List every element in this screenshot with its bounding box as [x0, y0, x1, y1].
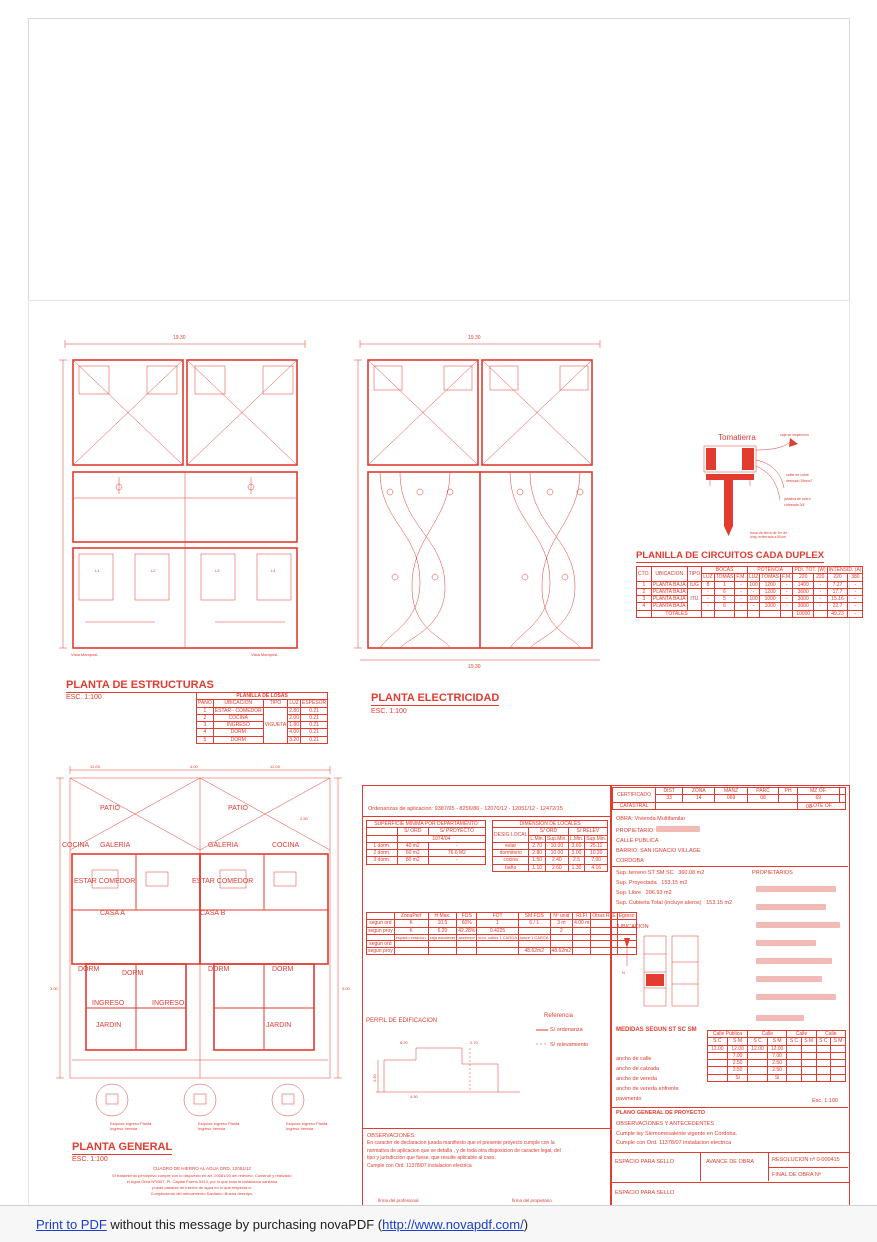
- table-row: 2.50 2.50: [704, 1060, 846, 1067]
- room-label-casa-a: CASA A: [100, 910, 125, 917]
- observaciones-title: OBSERVACIONES:: [367, 1133, 416, 1139]
- ground-rod-detail: [690, 430, 813, 540]
- room-label-dorm-2: DORM: [122, 970, 144, 977]
- electricity-plan-title: PLANTA ELECTRICIDAD: [371, 692, 500, 704]
- city-label: CORDOBA: [616, 858, 644, 864]
- svg-text:19.30: 19.30: [468, 664, 481, 670]
- room-label-patio-right: PATIO: [228, 805, 248, 812]
- structures-plan-scale: ESC. 1:100: [66, 694, 102, 701]
- svg-text:19.30: 19.30: [468, 335, 481, 341]
- sup-row-1: Sup. Proyectada 153.15 m2: [616, 880, 688, 886]
- perfil-title: PERFIL DE EDIFICACION: [366, 1018, 438, 1024]
- table-row: 1 PLANTA BAJA IUG 8 1 - 100 1200 - 1400 - 7.27 -: [637, 581, 863, 588]
- room-label-casa-b: CASA B: [200, 910, 226, 917]
- room-label-dorm-4: DORM: [272, 966, 294, 973]
- svg-text:toma de tierra de 1m de: toma de tierra de 1m de: [750, 531, 788, 535]
- table-row: 5 DORM 3.20 0.21: [197, 736, 328, 743]
- redaction-bar: [756, 958, 832, 964]
- losas-title: PLANILLA DE LOSAS: [197, 693, 328, 700]
- table-row: 2.50 2.50: [704, 1067, 846, 1074]
- referencia-title: Referencia: [544, 1013, 574, 1019]
- footer-end-text: ): [523, 1216, 529, 1232]
- svg-text:Esquina Ingreso Planta: Esquina Ingreso Planta: [110, 1121, 152, 1126]
- referencia-1: S/ ordenanza: [550, 1027, 583, 1033]
- plano-line-2: Cumple con Ord. 11378/07 instalacion electrica: [616, 1140, 732, 1146]
- propietarios-label: PROPIETARIOS: [752, 870, 793, 876]
- circuitos-title: PLANILLA DE CIRCUITOS CADA DUPLEX: [636, 550, 825, 561]
- ubicacion-mini-map: [616, 932, 736, 1012]
- medidas-row-label-1: ancho de calzada: [616, 1066, 660, 1072]
- observaciones-divider: [362, 1128, 610, 1129]
- circuitos-table: CTO. UBICACION TIPO BOCAS POTENCIA PDI. TOT. (W) INTENSID. (A) LUZ TOMAS F.M. LUZ TOMAS F.M. 220 220 220 380 1 PLANTA BAJA IUG 8 1 - 100 1200 - 1400 - 7.27 - 2 PLANTA BAJA ITU - 6 - - 1200 - 3600 - 17.7 - 3 PLANTA BAJA - 5 - 100 1000 - 3000 - 15.16 - 4 PLANTA BAJA - 6 - - 1000 - 3000 - 22.7 - TOTALES 10000 49.23 -: [638, 567, 862, 617]
- svg-text:L2: L2: [151, 568, 156, 573]
- table-row: 12.00 12.00 12.00 12.00: [704, 1045, 846, 1052]
- table-row: cocina 1.50 2.40 2.5 7.00: [493, 857, 608, 864]
- referencia-legend-lines: [536, 1026, 550, 1052]
- observaciones-block: OBSERVACIONES: En caracter de declaracion jurada manifiesto que el presente proyecto cumple con la normativa de aplicacion que se detalla , y de toda otra disposicion de caracter legal, del tipo y jurisdiccion que fuese, que resulte aplicable al caso. Cumple con Ord. 11378/07 instalacion electrica: [367, 1132, 607, 1170]
- room-label-galeria-left: GALERIA: [100, 842, 131, 849]
- structures-plan-drawing: [55, 322, 325, 672]
- svg-text:3.00: 3.00: [342, 986, 350, 991]
- svg-text:Vista Mampost.: Vista Mampost.: [71, 652, 99, 657]
- svg-text:Esquina Ingreso Planta: Esquina Ingreso Planta: [286, 1121, 328, 1126]
- svg-text:3.00: 3.00: [50, 986, 58, 991]
- footer-mid-text: without this message by purchasing novaPDF (: [106, 1216, 383, 1232]
- novapdf-url-link[interactable]: http://www.novapdf.com/: [382, 1216, 524, 1232]
- svg-text:Ingreso Vereda: Ingreso Vereda: [198, 1126, 226, 1131]
- propietarios-redactions: [756, 882, 842, 1026]
- sello-block-divider-v1: [700, 1152, 701, 1181]
- svg-text:cobreada 3/4": cobreada 3/4": [784, 503, 806, 507]
- table-row: segun ord K 10.5 60% 1 6 / 1 3 m 4.00 m: [367, 920, 637, 927]
- svg-text:12.00: 12.00: [270, 764, 281, 769]
- ordenanzas-row: Ordenanzas de aplicacion: 9387/95 - 8256/86 - 12070/12 - 12051/12 - 12472/15: [368, 806, 563, 812]
- losas-table: [196, 692, 328, 744]
- table-row: espacio estacion. caja escaleras ascensor sum. calles 1 CARGA sobre 1 CARGA: [367, 934, 637, 940]
- losas-h0: PAÑO: [198, 700, 212, 707]
- table-row: segun proy K 6.20 42.28% 0.4225 2: [367, 927, 637, 934]
- table-row: 3 PLANTA BAJA - 5 - 100 1000 - 3000 - 15.16 -: [637, 596, 863, 603]
- medidas-scale: Esc. 1:100: [812, 1098, 838, 1104]
- medidas-row-label-2: ancho de vereda: [616, 1076, 657, 1082]
- electricity-plan-scale: ESC. 1:100: [371, 708, 407, 715]
- lote-of-value: 08: [806, 804, 813, 810]
- svg-text:2.50: 2.50: [372, 1074, 377, 1082]
- superficie-minima-table: SUPERFICIE MINIMA POR DEPARTAMENTO S/ ORD S/ PROYECTO 1074/04 1 dorm. 40 m2 - 2 dorm. 60 m2 76.6 M2 3 dorm. 80 m2 -: [366, 820, 486, 865]
- svg-text:Vista Mampost.: Vista Mampost.: [251, 652, 279, 657]
- room-label-estar-left: ESTAR COMEDOR: [74, 878, 136, 885]
- room-label-cocina-left: COCINA: [62, 842, 90, 849]
- losas-h2: TIPO: [263, 700, 288, 707]
- room-label-galeria-right: GALERIA: [208, 842, 239, 849]
- final-obra-label: FINAL DE OBRA Nº: [772, 1172, 821, 1178]
- table-row-totals: TOTALES 10000 49.23 -: [637, 610, 863, 617]
- barrio-row: BARRIO: SAN IGNACIO VILLAGE: [616, 848, 701, 854]
- propietario-row: PROPIETARIO:: [616, 826, 700, 836]
- obs-antecedentes-label: OBSERVACIONES Y ANTECEDENTES: [616, 1121, 715, 1127]
- svg-text:L3: L3: [215, 568, 220, 573]
- room-label-jardin-left: JARDIN: [96, 1022, 122, 1029]
- svg-text:caja de inspeccion: caja de inspeccion: [780, 433, 809, 437]
- table-row: segun ord: [367, 940, 637, 947]
- table-row: 3 dorm. 80 m2 -: [367, 857, 486, 864]
- table-row: 2 dorm. 60 m2 76.6 M2: [367, 850, 486, 857]
- medidas-row-label-4: pavimento: [616, 1096, 642, 1102]
- room-label-estar-right: ESTAR COMEDOR: [192, 878, 254, 885]
- perfil-edificacion-drawing: [370, 1030, 530, 1098]
- svg-text:L4: L4: [271, 568, 276, 573]
- room-label-ingreso-left: INGRESO: [92, 1000, 125, 1007]
- espacio-sello-2: ESPACIO PARA SELLO: [615, 1190, 675, 1196]
- sign-left-label: firma del profesional: [378, 1198, 419, 1203]
- svg-text:Esquina Ingreso Planta: Esquina Ingreso Planta: [198, 1121, 240, 1126]
- svg-text:jabalina de acero: jabalina de acero: [784, 497, 811, 501]
- sign-right-label: firma del propietario: [512, 1198, 552, 1203]
- medidas-title: MEDIDAS SEGUN ST SC SM: [616, 1027, 697, 1033]
- table-row: 2 PLANTA BAJA ITU - 6 - - 1200 - 3600 - 17.7 -: [637, 588, 863, 595]
- table-row: baño 1.10 2.60 1.30 4.16: [493, 864, 608, 871]
- svg-text:19.30: 19.30: [173, 335, 186, 341]
- table-row: 4 DORM 4.00 0.21: [197, 729, 328, 736]
- svg-text:2.70: 2.70: [470, 1040, 478, 1045]
- table-row: 7.00 7.00: [704, 1052, 846, 1059]
- redaction-bar: [656, 826, 700, 832]
- fos-fot-table: ZonaPerf H Max. FOS FOT SM FOS Nº unid RLFI Otras RLE Egreso segun ord K 10.5 60% 1 6 / 1 3 m 4.00 m segun proy K 6.20 42.28% 0.4225 2 espacio estacion. caja escaleras ascensor sum. calles 1 CARGA sobre 1 CARGA segun ord segun proy 48.62m2 48.62m2: [368, 913, 635, 954]
- losas-h3: LUZ: [289, 700, 299, 707]
- room-label-patio-left: PATIO: [100, 805, 120, 812]
- medidas-row-label-3: ancho de vereda enfrente: [616, 1086, 679, 1092]
- svg-text:6.20: 6.20: [400, 1040, 408, 1045]
- svg-text:desnudo 35mm2: desnudo 35mm2: [786, 479, 813, 483]
- redaction-bar: [756, 904, 826, 910]
- general-plan-drawing: [50, 760, 350, 1140]
- losas-h4: ESPESOR: [301, 700, 327, 707]
- svg-text:4.00: 4.00: [190, 764, 198, 769]
- plano-block-divider: [610, 1107, 848, 1108]
- medidas-table: Calle Publica Calle Calle Calle S C S M S C S M S C S M S C S M 12.00 12.00 12.00 12.00 7.00 7.00 2.50 2.50 2.50 2.50 Si Si: [704, 1030, 846, 1082]
- redaction-bar: [756, 1015, 804, 1021]
- room-label-jardin-right: JARDIN: [266, 1022, 292, 1029]
- referencia-2: S/ relevamiento: [550, 1042, 589, 1048]
- sup-divider: [610, 866, 848, 867]
- sup-row-2: Sup. Libre 206.93 m2: [616, 890, 672, 896]
- table-row: 2 COCINA 2.00 0.21: [197, 714, 328, 721]
- resolucion-label: RESOLUCION nº 0-000415: [772, 1157, 840, 1163]
- novapdf-footer: [0, 1205, 877, 1242]
- structures-plan-title: PLANTA DE ESTRUCTURAS: [66, 679, 214, 691]
- print-to-pdf-link[interactable]: Print to PDF: [36, 1216, 107, 1232]
- avance-obra-label: AVANCE DE OBRA: [706, 1159, 755, 1165]
- general-plan-title: PLANTA GENERAL: [72, 1141, 173, 1153]
- losas-h1: UBICACION: [213, 700, 263, 707]
- room-label-ingreso-right: INGRESO: [152, 1000, 185, 1007]
- redaction-bar: [756, 922, 840, 928]
- sup-row-0: Sup. terreno ST SM SC 360.08 m2: [616, 870, 705, 876]
- ordenanzas-divider: [362, 816, 610, 817]
- electricity-plan-drawing: [350, 322, 620, 672]
- table-row: 4 PLANTA BAJA - 6 - - 1000 - 3000 - 22.7 -: [637, 603, 863, 610]
- svg-text:12.00: 12.00: [90, 764, 101, 769]
- sup-row-3: Sup. Cubierta Total (incluye aleros) 153.15 m2: [616, 900, 733, 906]
- table-row: Si Si: [704, 1074, 846, 1081]
- tomatierra-label: Tomatierra: [718, 433, 756, 442]
- obra-row: OBRA: Vivienda Multifamilar: [616, 816, 686, 822]
- medidas-row-label-0: ancho de calle: [616, 1056, 652, 1062]
- table-row: segun proy 48.62m2 48.62m2: [367, 948, 637, 955]
- svg-text:Ingreso Vereda: Ingreso Vereda: [286, 1126, 314, 1131]
- espacio-sello-1: ESPACIO PARA SELLO: [615, 1159, 675, 1165]
- table-row: estar 2.70 10.00 3.60 25.11: [493, 842, 608, 849]
- sello-block-divider-h: [768, 1167, 848, 1168]
- general-plan-note: CUADRO DE HIERRO AL AGUA ORD. 12051/12 El tratamiento perceptivo cumple con lo dispuesto en art. 20081/20 del relevmo. Construir y realizado el Agua Obra Nº9307, Pl. Capital Puerto 5413, por lo que toda la instalacion sanitaria puede pasarse de interior de agua en lo que respecta a: Cumplimiento del relevamiento Sanitario. Buena descripc.: [112, 1166, 292, 1196]
- svg-text:2.50: 2.50: [300, 816, 308, 821]
- footer-text: [0, 1217, 528, 1232]
- catastral-table: CERTIFICADO DIST ZONA MANZ PARC PH MZ OF. 33 14 069 08 69 CATASTRAL LOTE OF.: [612, 787, 846, 810]
- svg-text:L1: L1: [95, 568, 100, 573]
- room-label-dorm-3: DORM: [208, 966, 230, 973]
- svg-text:long. enterrada a 50cm: long. enterrada a 50cm: [750, 535, 786, 539]
- redaction-bar: [756, 976, 822, 982]
- table-row: 3 INGRESO 1.80 0.21: [197, 722, 328, 729]
- table-row: 1 dorm. 40 m2 -: [367, 842, 486, 849]
- room-label-cocina-right: COCINA: [272, 842, 300, 849]
- table-row: dormitorio 2.80 10.00 3.00 10.20: [493, 850, 608, 857]
- calle-publica-label: CALLE PUBLICA: [616, 838, 659, 844]
- dimension-locales-table: DIMENSION DE LOCALES DESIG LOCAL S/ ORD S/ RELEV L.Min. Sup.Min. L.Min. Sup.Min. estar 2.70 10.00 3.60 25.11 dormitorio 2.80 10.00 3.00 10.20 cocina 1.50 2.40 2.5 7.00 baño 1.10 2.60 1.30 4.16: [494, 821, 607, 871]
- redaction-bar: [756, 940, 816, 946]
- table-row: 1 ESTAR - COMEDOR VIGUETA 2.80 0.21: [197, 707, 328, 714]
- svg-text:Ingreso Vereda: Ingreso Vereda: [110, 1126, 138, 1131]
- plano-general-label: PLANO GENERAL DE PROYECTO: [616, 1110, 706, 1116]
- svg-text:4.30: 4.30: [410, 1094, 418, 1099]
- redaction-bar: [756, 886, 836, 892]
- svg-text:N: N: [622, 970, 625, 975]
- room-label-dorm-1: DORM: [78, 966, 100, 973]
- general-plan-scale: ESC. 1:100: [72, 1156, 108, 1163]
- ubicacion-label: UBICACION: [618, 924, 649, 930]
- plano-line-1: Cumple ley Siemomesalente vigente en Córdoba.: [616, 1131, 738, 1137]
- svg-text:cable de cobre: cable de cobre: [786, 473, 809, 477]
- redaction-bar: [756, 994, 836, 1000]
